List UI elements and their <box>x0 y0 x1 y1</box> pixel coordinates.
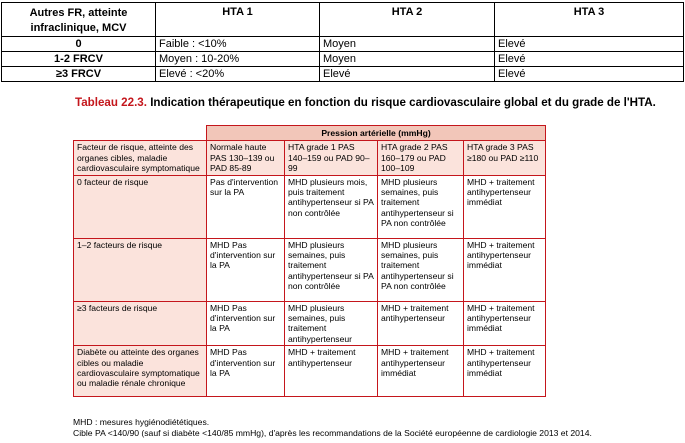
table-cell: Pas d'intervention sur la PA <box>207 175 285 238</box>
column-header: HTA grade 2 PAS 160–179 ou PAD 100–109 <box>378 141 464 175</box>
table-cell: Elevé <box>320 67 495 82</box>
group-header: Pression artérielle (mmHg) <box>207 126 546 141</box>
row-label: Diabète ou atteinte des organes cibles ou maladie cardiovasculaire symptomatique ou maladie rénale chronique <box>74 346 207 397</box>
table-row <box>2 67 684 82</box>
row-label: ≥3 facteurs de risque <box>74 301 207 346</box>
header-cell: HTA 3 <box>495 3 684 37</box>
table-row <box>74 238 546 301</box>
table-cell: MHD plusieurs semaines, puis traitement antihypertenseur si PA non contrôlée <box>378 238 464 301</box>
treatment-table <box>73 125 546 397</box>
table-cell: MHD Pas d'intervention sur la PA <box>207 301 285 346</box>
table-cell: Faible : <10% <box>156 37 320 52</box>
note-line: Cible PA <140/90 (sauf si diabète <140/85 mmHg), d'après les recommandations de la Société européenne de cardiologie 2013 et 2014. <box>73 428 592 438</box>
header-cell: Autres FR, atteinte infraclinique, MCV <box>2 3 156 37</box>
caption-number: Tableau 22.3. <box>75 96 147 109</box>
column-header: HTA grade 3 PAS ≥180 ou PAD ≥110 <box>464 141 546 175</box>
table-cell: Elevé <box>495 67 684 82</box>
column-header: Facteur de risque, atteinte des organes cibles, maladie cardiovasculaire symptomatique <box>74 141 207 175</box>
table-row <box>2 52 684 67</box>
row-label: 1–2 facteurs de risque <box>74 238 207 301</box>
table-cell: MHD plusieurs mois, puis traitement antihypertenseur si PA non contrôlée <box>285 175 378 238</box>
blank-cell <box>74 126 207 141</box>
table-cell: MHD + traitement antihypertenseur <box>378 301 464 346</box>
table-cell: Elevé : <20% <box>156 67 320 82</box>
column-header: Normale haute PAS 130–139 ou PAD 85-89 <box>207 141 285 175</box>
column-header-row <box>74 141 546 175</box>
note-line: MHD : mesures hygiénodiététiques. <box>73 417 210 427</box>
risk-table <box>1 2 684 82</box>
table-cell: Moyen <box>320 52 495 67</box>
table-cell: MHD + traitement antihypertenseur immédiat <box>378 346 464 397</box>
table-row <box>74 346 546 397</box>
table-cell: Moyen <box>320 37 495 52</box>
table-caption <box>75 96 680 110</box>
caption-text: Indication thérapeutique en fonction du risque cardiovasculaire global et du grade de l'HTA. <box>146 96 656 109</box>
header-cell: HTA 2 <box>320 3 495 37</box>
row-label: 1-2 FRCV <box>2 52 156 67</box>
table-cell: Elevé <box>495 52 684 67</box>
table-cell: MHD Pas d'intervention sur la PA <box>207 238 285 301</box>
table-row <box>74 301 546 346</box>
table-cell: Elevé <box>495 37 684 52</box>
table-cell: MHD + traitement antihypertenseur <box>285 346 378 397</box>
risk-table-header <box>2 3 684 37</box>
group-header-row <box>74 126 546 141</box>
row-label: ≥3 FRCV <box>2 67 156 82</box>
table-cell: MHD plusieurs semaines, puis traitement antihypertenseur <box>285 301 378 346</box>
table-row <box>74 175 546 238</box>
table-cell: MHD + traitement antihypertenseur immédiat <box>464 346 546 397</box>
table-cell: MHD plusieurs semaines, puis traitement antihypertenseur si PA non contrôlée <box>378 175 464 238</box>
table-cell: Moyen : 10-20% <box>156 52 320 67</box>
header-cell: HTA 1 <box>156 3 320 37</box>
row-label: 0 <box>2 37 156 52</box>
table-cell: MHD + traitement antihypertenseur immédiat <box>464 238 546 301</box>
table-cell: MHD Pas d'intervention sur la PA <box>207 346 285 397</box>
table-row <box>2 37 684 52</box>
table-notes <box>73 417 673 439</box>
row-label: 0 facteur de risque <box>74 175 207 238</box>
column-header: HTA grade 1 PAS 140–159 ou PAD 90–99 <box>285 141 378 175</box>
table-cell: MHD plusieurs semaines, puis traitement antihypertenseur si PA non contrôlée <box>285 238 378 301</box>
table-cell: MHD + traitement antihypertenseur immédiat <box>464 301 546 346</box>
table-cell: MHD + traitement antihypertenseur immédiat <box>464 175 546 238</box>
